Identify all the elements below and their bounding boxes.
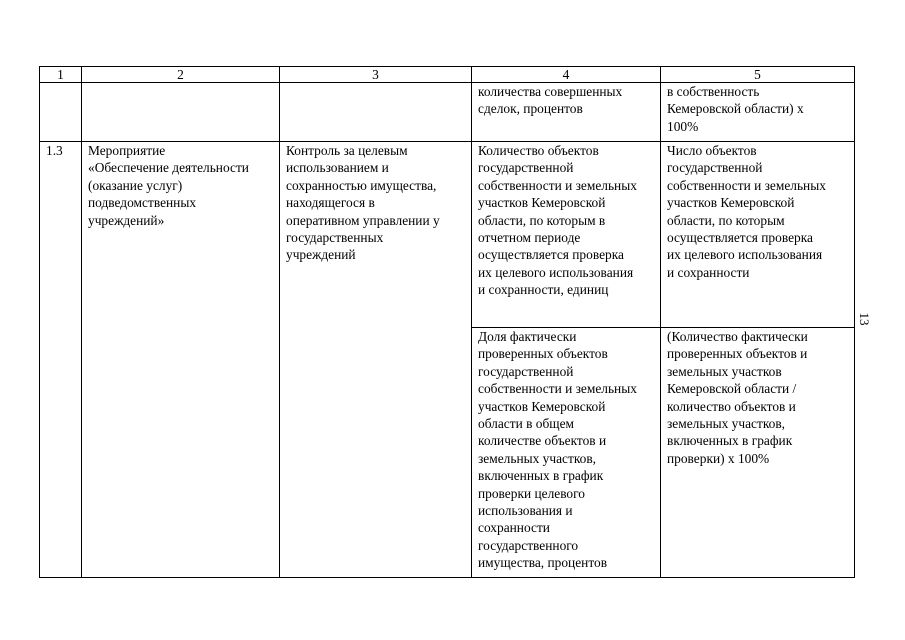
header-cell-3: 3 [280, 67, 472, 83]
continuation-row [40, 83, 855, 142]
cont-cell-1 [40, 83, 82, 142]
item-number-cell: 1.3 [40, 142, 82, 578]
cont-indicator-cell: количества совершенных сделок, процентов [472, 83, 661, 142]
indicators-table [39, 66, 855, 578]
cont-cell-2 [82, 83, 280, 142]
header-cell-1: 1 [40, 67, 82, 83]
header-cell-5: 5 [661, 67, 855, 83]
table-row [40, 142, 855, 328]
indicator-formula-cell: Число объектов государственной собственности и земельных участков Кемеровской области, по которым осуществляется проверка их целевого использования и сохранности [661, 142, 855, 328]
indicator-name-cell: Доля фактически проверенных объектов государственной собственности и земельных участков Кемеровской области в общем количестве объектов и земельных участков, включенных в график проверки целевого использования и сохранности государственного имущества, процентов [472, 328, 661, 578]
indicator-formula-cell: (Количество фактически проверенных объектов и земельных участков Кемеровской области / количество объектов и земельных участков, включенных в график проверки) х 100% [661, 328, 855, 578]
page-number: 13 [857, 312, 872, 326]
cont-cell-3 [280, 83, 472, 142]
event-name-cell: Мероприятие «Обеспечение деятельности (оказание услуг) подведомственных учреждений» [82, 142, 280, 578]
header-cell-4: 4 [472, 67, 661, 83]
header-cell-2: 2 [82, 67, 280, 83]
indicator-name-cell: Количество объектов государственной собственности и земельных участков Кемеровской области, по которым в отчетном периоде осуществляется проверка их целевого использования и сохранности, единиц [472, 142, 661, 328]
cont-formula-cell: в собственность Кемеровской области) х 100% [661, 83, 855, 142]
table-header-row [40, 67, 855, 83]
control-description-cell: Контроль за целевым использованием и сохранностью имущества, находящегося в оперативном управлении у государственных учреждений [280, 142, 472, 578]
